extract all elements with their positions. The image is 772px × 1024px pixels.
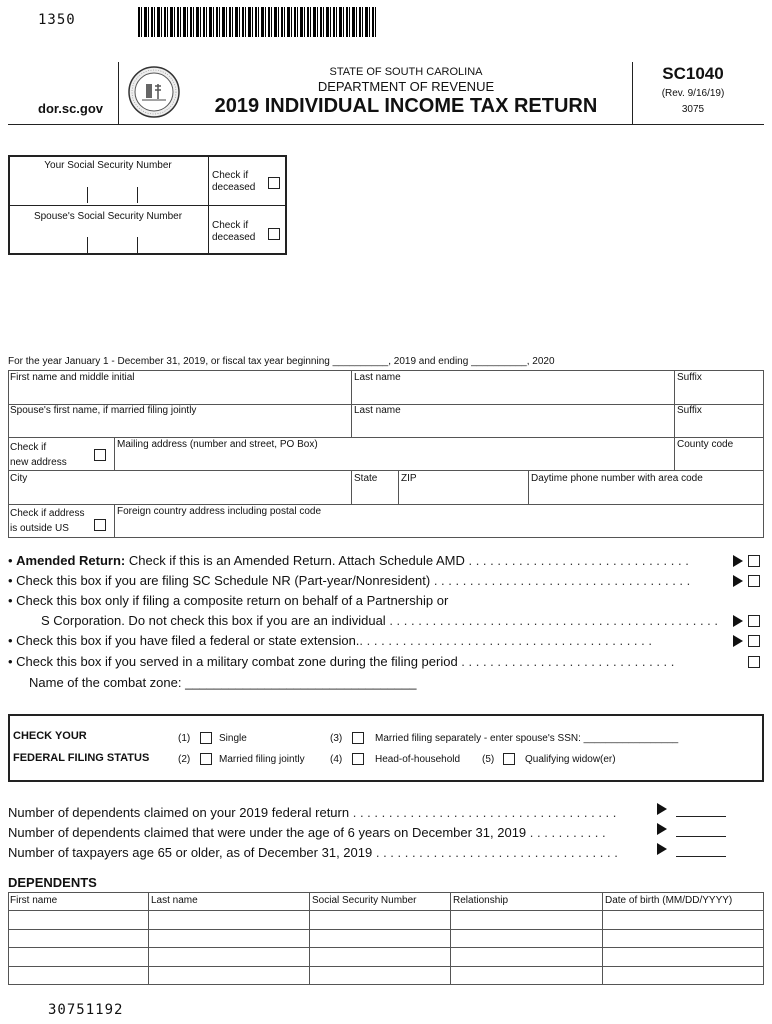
composite-row-1: • Check this box only if filing a composite return on behalf of a Partnership or — [8, 593, 449, 608]
zip-field[interactable]: ZIP — [401, 473, 417, 484]
first-name-field[interactable]: First name and middle initial — [10, 372, 135, 383]
dependents-under-6-field[interactable] — [676, 836, 726, 837]
table-row[interactable] — [9, 930, 763, 947]
arrow-icon — [733, 575, 743, 587]
form-number: 3075 — [681, 104, 705, 115]
qw-label: Qualifying widow(er) — [525, 754, 616, 765]
outside-us-checkbox[interactable] — [94, 519, 106, 531]
dependents-under-6-row: Number of dependents claimed that were under the age of 6 years on December 31, 2019 . . . . . . . . . . . — [8, 825, 606, 840]
composite-checkbox[interactable] — [748, 615, 760, 627]
deceased-label-2: Check if deceased — [212, 220, 256, 243]
mfj-label: Married filing jointly — [219, 754, 305, 765]
option-number: (4) — [330, 754, 343, 765]
dependents-heading: DEPENDENTS — [8, 875, 97, 890]
col-first-name: First name — [10, 895, 58, 906]
header-rule — [8, 124, 764, 125]
combat-zone-name-field[interactable]: Name of the combat zone: ________________________________ — [29, 675, 417, 690]
single-checkbox[interactable] — [200, 732, 212, 744]
col-relationship: Relationship — [453, 895, 509, 906]
combat-zone-checkbox[interactable] — [748, 656, 760, 668]
form-code-top: 1350 — [38, 12, 76, 28]
spouse-ssn-label: Spouse's Social Security Number — [33, 211, 183, 222]
mailing-address-field[interactable]: Mailing address (number and street, PO Box) — [117, 439, 318, 450]
composite-row-2: S Corporation. Do not check this box if you are an individual . . . . . . . . . . . . . . . . . . . . . . . . . . . . . . . . . . . . . . . . . . . . . . — [41, 613, 719, 628]
new-address-label: Check if new address — [10, 442, 67, 468]
arrow-icon — [733, 635, 743, 647]
arrow-icon — [657, 843, 667, 855]
filing-status-box — [8, 714, 764, 782]
spouse-ssn-field[interactable] — [12, 224, 206, 254]
col-last-name: Last name — [151, 895, 198, 906]
table-row[interactable] — [9, 911, 763, 928]
filing-status-heading-1: CHECK YOUR — [13, 730, 87, 742]
qw-checkbox[interactable] — [503, 753, 515, 765]
taxpayers-65-field[interactable] — [676, 856, 726, 857]
form-id: SC1040 — [662, 64, 724, 83]
suffix-field[interactable]: Suffix — [677, 372, 702, 383]
amended-checkbox[interactable] — [748, 555, 760, 567]
mfj-checkbox[interactable] — [200, 753, 212, 765]
county-code-field[interactable]: County code — [677, 439, 734, 450]
schedule-nr-row: • Check this box if you are filing SC Schedule NR (Part-year/Nonresident) . . . . . . . . . . . . . . . . . . . . . . . . . . . . . . . . . . . . — [8, 573, 691, 588]
option-number: (5) — [482, 754, 495, 765]
your-ssn-label: Your Social Security Number — [44, 160, 172, 171]
mfs-checkbox[interactable] — [352, 732, 364, 744]
col-ssn: Social Security Number — [312, 895, 417, 906]
your-ssn-field[interactable] — [12, 173, 206, 203]
option-number: (3) — [330, 733, 343, 744]
state-field[interactable]: State — [354, 473, 378, 484]
new-address-checkbox[interactable] — [94, 449, 106, 461]
combat-zone-row: • Check this box if you served in a military combat zone during the filing period . . . . . . . . . . . . . . . . . . . . . . . . . . . . . . — [8, 654, 675, 669]
col-dob: Date of birth (MM/DD/YYYY) — [605, 895, 733, 906]
outside-us-label: Check if address is outside US — [10, 508, 85, 534]
filing-status-heading-2: FEDERAL FILING STATUS — [13, 752, 150, 764]
form-revision: (Rev. 9/16/19) — [661, 88, 725, 99]
arrow-icon — [733, 555, 743, 567]
spouse-last-name-field[interactable]: Last name — [354, 405, 401, 416]
table-row[interactable] — [9, 967, 763, 984]
option-number: (1) — [178, 733, 191, 744]
option-number: (2) — [178, 754, 191, 765]
footer-code: 30751192 — [48, 1002, 124, 1018]
taxpayers-65-row: Number of taxpayers age 65 or older, as of December 31, 2019 . . . . . . . . . . . . . . . . . . . . . . . . . . . . . . . . . . — [8, 845, 618, 860]
phone-field[interactable]: Daytime phone number with area code — [531, 473, 703, 484]
tax-year-line: For the year January 1 - December 31, 2019, or fiscal tax year beginning __________, 2019 and ending __________, 2020 — [8, 356, 555, 367]
page-title: 2019 INDIVIDUAL INCOME TAX RETURN — [214, 95, 598, 117]
extension-checkbox[interactable] — [748, 635, 760, 647]
table-row[interactable] — [9, 948, 763, 965]
hoh-checkbox[interactable] — [352, 753, 364, 765]
dependents-count-row: Number of dependents claimed on your 2019 federal return . . . . . . . . . . . . . . . . . . . . . . . . . . . . . . . . . . . . . — [8, 805, 617, 820]
spouse-first-name-field[interactable]: Spouse's first name, if married filing jointly — [10, 405, 197, 416]
single-label: Single — [219, 733, 247, 744]
header-state: STATE OF SOUTH CAROLINA — [329, 66, 483, 78]
state-seal — [128, 66, 180, 118]
amended-return-row: • Amended Return: Check if this is an Amended Return. Attach Schedule AMD . . . . . . . . . . . . . . . . . . . . . . . . . . . . . . . — [8, 553, 689, 568]
mfs-label: Married filing separately - enter spouse's SSN: _________________ — [375, 733, 679, 744]
extension-row: • Check this box if you have filed a federal or state extension.. . . . . . . . . . . . . . . . . . . . . . . . . . . . . . . . . . . . . . . . . — [8, 633, 652, 648]
arrow-icon — [733, 615, 743, 627]
last-name-field[interactable]: Last name — [354, 372, 401, 383]
arrow-icon — [657, 803, 667, 815]
dependents-count-field[interactable] — [676, 816, 726, 817]
website: dor.sc.gov — [38, 101, 104, 116]
barcode — [138, 7, 378, 37]
header-department: DEPARTMENT OF REVENUE — [317, 79, 495, 94]
arrow-icon — [657, 823, 667, 835]
deceased-checkbox-1[interactable] — [268, 177, 280, 189]
deceased-checkbox-2[interactable] — [268, 228, 280, 240]
hoh-label: Head-of-household — [375, 754, 461, 765]
deceased-label-1: Check if deceased — [212, 170, 256, 193]
spouse-suffix-field[interactable]: Suffix — [677, 405, 702, 416]
city-field[interactable]: City — [10, 473, 28, 484]
foreign-address-field[interactable]: Foreign country address including postal code — [117, 506, 322, 517]
schedule-nr-checkbox[interactable] — [748, 575, 760, 587]
